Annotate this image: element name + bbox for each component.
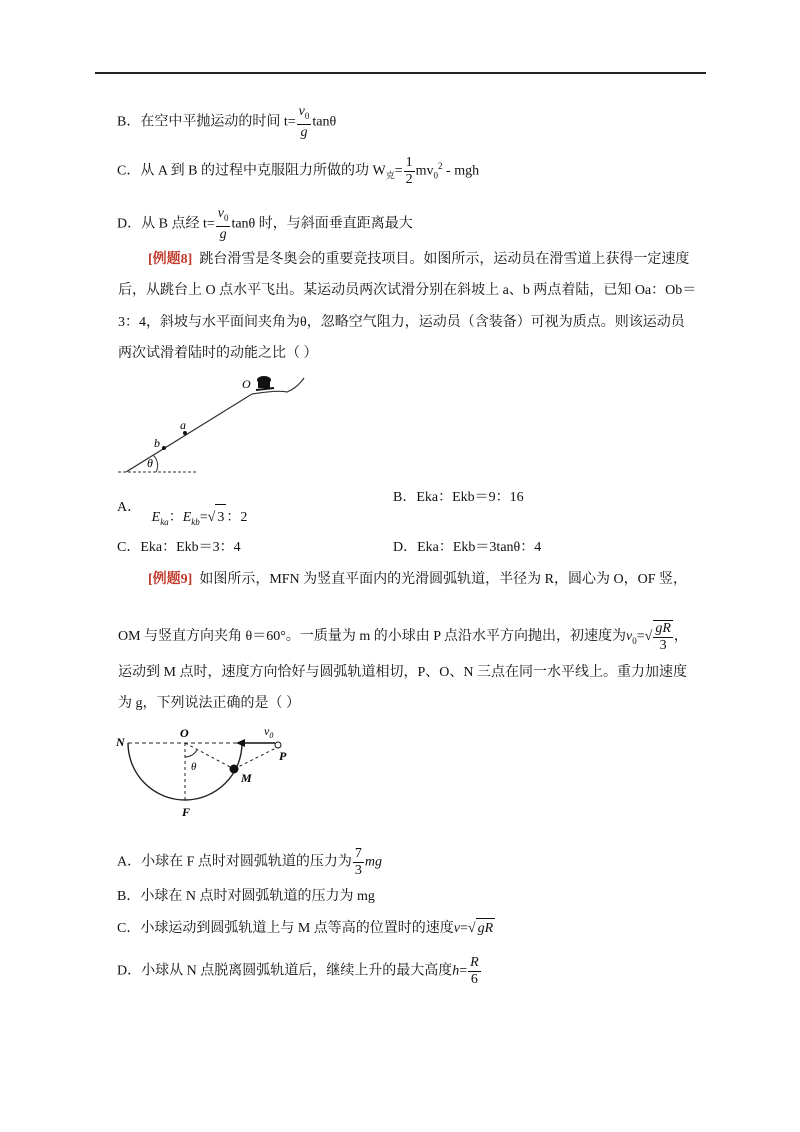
q9-label-n: N: [116, 735, 125, 749]
q8-label-o: O: [242, 377, 251, 391]
q9-ball-p: [275, 742, 281, 748]
q8-stem-line3: 3：4，斜坡与水平面间夹角为θ，忽略空气阻力，运动员（含装备）可视为质点。则该运动员: [118, 315, 685, 330]
q9-circular-track-figure: [112, 722, 302, 822]
q8-point-b: [162, 446, 166, 450]
q9-label-theta: θ: [191, 761, 197, 773]
q7-option-c: C．从 A 到 B 的过程中克服阻力所做的功 $W_克=$ $\frac{1}{2}$ $mv_0^2$ - mgh: [117, 155, 480, 187]
q9-option-d: D．小球从 N 点脱离圆弧轨道后，继续上升的最大高度h= $\frac{R}{6}$: [117, 955, 479, 987]
q8-angle-arc: [153, 455, 158, 472]
q8-ski-slope-figure: [112, 370, 312, 478]
q8-tag: [例题8]: [148, 252, 193, 267]
header-rule: [95, 72, 706, 74]
q8-label-theta: θ: [147, 456, 153, 470]
q9-stem-line4: 为 g，下列说法正确的是（ ）: [118, 696, 300, 711]
q9-ball-m: [230, 765, 239, 774]
q9-label-v0: $v_0$: [264, 724, 274, 740]
q9-stem-line3: 运动到 M 点时，速度方向恰好与圆弧轨道相切，P、O、N 三点在同一水平线上。重力加速度: [118, 665, 687, 680]
q9-stem-line1: [例题9] 如图所示，MFN 为竖直平面内的光滑圆弧轨道，半径为 R，圆心为 O，OF 竖，: [148, 572, 688, 587]
q8-option-c: C．Eka：Ekb＝3：4: [117, 540, 241, 555]
skier-icon: [256, 376, 274, 390]
q8-label-a: a: [180, 418, 186, 432]
q9-option-b: B．小球在 N 点时对圆弧轨道的压力为 mg: [117, 889, 375, 904]
q8-stem-line2: 后，从跳台上 O 点水平飞出。某运动员两次试滑分别在斜坡上 a、b 两点着陆，已知 Oa：Ob＝: [118, 283, 697, 298]
q9-tag: [例题9]: [148, 572, 193, 587]
q9-option-a: A．小球在 F 点时对圆弧轨道的压力为 $\frac{7}{3}$ mg: [117, 846, 383, 878]
q8-option-d: D．Eka：Ekb＝3tanθ：4: [393, 540, 542, 555]
q9-label-f: F: [182, 805, 191, 819]
q9-stem-line2: OM 与竖直方向夹角 θ＝60°。一质量为 m 的小球由 P 点沿水平方向抛出，初速度为$v_0=√$ $\frac{gR}{3}$ ，: [118, 621, 688, 653]
q7-option-b: B．在空中平抛运动的时间 t= $\frac{v_0}{g}$ tanθ: [117, 104, 337, 140]
q8-label-b: b: [154, 436, 160, 450]
q9-angle-arc: [185, 750, 197, 757]
q9-label-m: M: [241, 771, 252, 785]
q7-option-d: D．从 B 点经 t= $\frac{v_0}{g}$ tanθ 时，与斜面垂直距离最大: [117, 206, 413, 242]
q8-slope-line: [126, 394, 252, 472]
q9-option-c: C．小球运动到圆弧轨道上与 M 点等高的位置时的速度v=√ gR: [117, 918, 495, 939]
q9-label-p: P: [279, 749, 287, 763]
arrow-left-icon: [236, 739, 245, 747]
q9-label-o: O: [180, 726, 189, 740]
q8-option-b: B．Eka：Ekb＝9：16: [393, 490, 524, 505]
q8-stem-line1: [例题8] 跳台滑雪是冬奥会的重要竞技项目。如图所示，运动员在滑雪道上获得一定速度: [148, 252, 690, 267]
q8-stem-line4: 两次试滑着陆时的动能之比（ ）: [118, 346, 318, 361]
q8-option-a: A． $E_{ka}$：$E_{kb}=√$ 3 ：2: [117, 494, 247, 525]
